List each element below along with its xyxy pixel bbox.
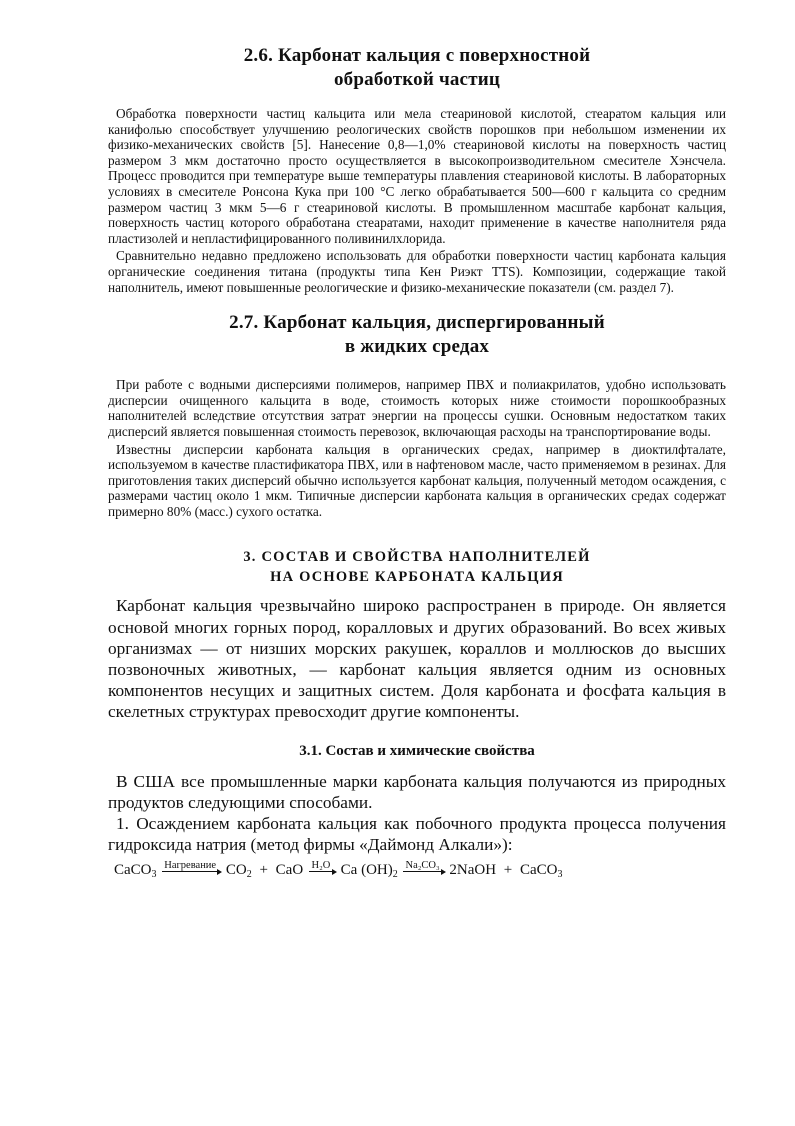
paragraph: Карбонат кальция чрезвычайно широко распространен в природе. Он является основой многих горных пород, коралловых и других образований. Во всех живых организмах — от низших морских ракушек, кораллов и моллюсков до высших позвоночных животных, — карбонат кальция является одним из основных компонентов несущих и защитных систем. Доля карбоната и фосфата кальция в скелетных структурах превосходит другие компоненты. — [108, 596, 726, 722]
formula-term: $CO_2$ — [225, 861, 252, 880]
section-2-6-title — [108, 44, 726, 92]
section-title-line: 2.6. Карбонат кальция с поверхностной — [243, 45, 591, 66]
section-3-1-title: 3.1. Состав и химические свойства — [299, 742, 535, 759]
plus-sign: + — [503, 861, 513, 878]
paragraph: Известны дисперсии карбоната кальция в органических средах, например в диоктилфталате, используемом в качестве пластификатора ПВХ, или в нафтеновом масле, часто применяемом в резинах. Для приготовления таких дисперсий обычно используется карбонат кальция, полученный методом осаждения, с размерами частиц около 1 мкм. Типичные дисперсии карбоната кальция в органических средах содержат примерно 80% (масс.) сухого остатка. — [108, 441, 726, 519]
chapter-title-line: НА ОСНОВЕ КАРБОНАТА КАЛЬЦИЯ — [270, 569, 564, 586]
section-title-line: 2.7. Карбонат кальция, диспергированный — [229, 312, 605, 334]
chapter-3-title — [108, 547, 726, 587]
paragraph: Сравнительно недавно предложено использовать для обработки поверхности частиц карбоната кальция органические соединения титана (продукты типа Кен Риэкт TTS). Композиции, содержащие такой наполнитель, имеют повышенные реологические и физико-механические показатели (см. раздел 7). — [108, 248, 726, 295]
paragraph: В США все промышленные марки карбоната кальция получаются из природных продуктов следующими способами. — [108, 771, 726, 812]
paragraph: При работе с водными дисперсиями полимеров, например ПВХ и полиакрилатов, удобно использовать дисперсии очищенного кальцита в воде, стоимость которых ниже стоимости порошкообразных наполнителей вследствие отсутствия затрат энергии на процессы сушки. Основным недостатком таких дисперсий является повышенная стоимость перевозок, включающая расходы на транспортирование воды. — [108, 377, 726, 439]
reaction-arrow: H₂O — [309, 860, 333, 872]
formula-term: CaCO$_3$ — [114, 861, 157, 880]
plus-sign: + — [259, 861, 268, 878]
chapter-title-line: 3. СОСТАВ И СВОЙСТВА НАПОЛНИТЕЛЕЙ — [243, 549, 591, 566]
paragraph: Обработка поверхности частиц кальцита или мела стеариновой кислотой, стеаратом кальция или канифолью способствует улучшению реологических свойств порошков при небольшом изменении их физико-механических свойств [5]. Нанесение 0,8—1,0% стеариновой кислоты на поверхность частиц размером 3 мкм достаточно просто осуществляется в высокопроизводительном смесителе Хэнсчела. Процесс проводится при температуре выше температуры плавления стеариновой кислоты. В лабораторных условиях в смесителе Ронсона Кука при 100 °С легко обрабатывается 500—600 г кальцита со средним размером частиц 3 мкм 5—6 г стеариновой кислоты. В промышленном масштабе карбонат кальция, поверхность частиц которого обработана стеаратами, находит применение в качестве наполнителя ряда пластизолей и непластифицированного поливинилхлорида. — [108, 106, 726, 246]
reaction-arrow: Нагревание — [164, 859, 217, 871]
section-title-line: обработкой частиц — [333, 69, 501, 90]
formula-term: 2NaOH — [449, 861, 497, 878]
section-title-line: в жидких средах — [344, 336, 490, 358]
section-2-7-title — [108, 311, 726, 359]
formula-term: Ca $(OH)_2$ — [340, 861, 398, 880]
reaction-arrow: Na₂CO₃ — [405, 859, 440, 871]
chemical-equation — [108, 860, 726, 880]
page — [108, 40, 726, 880]
paragraph: 1. Осаждением карбоната кальция как побочного продукта процесса получения гидроксида натрия (метод фирмы «Даймонд Алкали»): — [108, 814, 726, 855]
formula-term: CaO — [275, 861, 304, 878]
formula-term: CaCO$_3$ — [520, 861, 563, 880]
